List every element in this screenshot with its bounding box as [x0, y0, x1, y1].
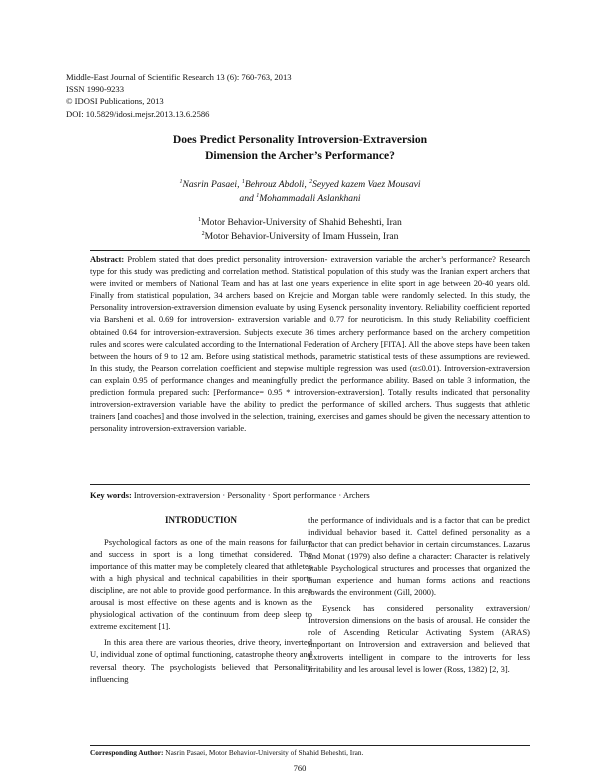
title-line-2: Dimension the Archer’s Performance?: [205, 149, 395, 162]
author-name: Seyyed kazem Vaez Mousavi: [312, 179, 421, 190]
footnote-rule: [90, 745, 530, 746]
journal-citation: Middle-East Journal of Scientific Research 13 (6): 760-763, 2013: [66, 72, 292, 82]
keywords-label: Key words:: [90, 490, 132, 500]
footnote-label: Corresponding Author:: [90, 748, 164, 757]
page-number: 760: [293, 763, 307, 773]
author-conjunction: and: [239, 193, 257, 204]
affiliations: [0, 216, 600, 244]
paragraph: the performance of individuals and is a factor that can be predict individual behavior based it. Cattel defined personality as a factor that can predict behavior in certain circumstances. Lazarus and Monat (1979) also define a character: Character is relatively stable Psychological structures and processes that organized the human experience and human forms actions and reactions towards the environment (Gill, 2000).: [308, 515, 530, 598]
footnote-text: Nasrin Pasaei, Motor Behavior-University of Shahid Beheshti, Iran.: [163, 748, 364, 757]
title-line-1: Does Predict Personality Introversion-Extraversion: [172, 133, 428, 146]
affiliation: Motor Behavior-University of Imam Hussein, Iran: [204, 231, 399, 242]
abstract-text: Problem stated that does predict personality introversion- extraversion variable the archer’s performance? Research type for this study was predicting and correlation method. Statistical population of this study was the Iranian expert archers that were invited or members of National Team and has at last one years experience in elite sport in age between 20-40 years old. Finally from statistical population, 34 archers based on Krejcie and Morgan table were randomly selected. In this study, the Personality introversion-extraversion dimension evaluate by using Eysenck personality inventory. Reliability coefficient reported via Barsheni et al. 0.69 for introversion- extraversion variable and 0.77 for neuroticism. In this study Reliability coefficient obtained 0.64 for introversion-extraversion. Subjects execute 36 times archery performance based on the archery competition rules and scores were calculated according to the International Federation of Archery [FITA]. All the above steps have been taken between the hours of 9 to 12 am. Before using statistical methods, parametric statistical tests of these assumptions are reviewed. In this study, the Pearson correlation coefficient and stepwise multiple regression was used (α≤0.01). Introversion-extraversion can explain 0.95 of performance changes and meaningfully predict the performance ability. Based on table 3 information, the prediction formula prepared such: [Performance= 0.95 * introversion-extraversion]. Totally results indicated that personality introversion-extraversion variable have the ability to predict the performance of skilled archers. Thus suggests that athletic trainers [and coaches] and those involved in the selection, training, exercises and games should be given the necessary attention to personality introversion-extraversion variable.: [90, 254, 530, 434]
abstract: [90, 253, 530, 434]
affiliation: Motor Behavior-University of Shahid Beheshti, Iran: [201, 217, 402, 228]
journal-header: [66, 71, 292, 120]
author-name: Behrouz Abdoli,: [244, 179, 310, 190]
column-right: [308, 514, 530, 675]
author-sup: 1: [179, 178, 183, 185]
author-sup: 1: [256, 192, 260, 199]
author-list: [0, 178, 600, 206]
paragraph: Eysenck has considered personality extraversion/ Introversion dimensions on the basis of arousal. He consider the role of Ascending Reticular Activating System (ARAS) important on Introversion and extraversion and believed that Extroverts intelligent in compare to the introverts for less irritability and les arousal level is lower (Ross, 1382) [2, 3].: [308, 603, 530, 674]
section-heading-introduction: INTRODUCTION: [164, 515, 237, 525]
affiliation-sup: 1: [198, 216, 202, 223]
keywords: [90, 489, 530, 501]
author-sup: 2: [309, 178, 313, 185]
abstract-label: Abstract:: [90, 254, 125, 264]
author-name: Nasrin Pasaei,: [182, 179, 242, 190]
journal-issn: ISSN 1990-9233: [66, 84, 125, 95]
paper-title: [0, 132, 600, 164]
abstract-bottom-rule: [90, 484, 530, 485]
column-left: [90, 514, 312, 685]
paragraph: Psychological factors as one of the main reasons for failure and success in sport is a long timethat considered. The importance of this matter may be completely cleared that athletes with a high physical and technical capabilities in their sports discipline, are not able to provide good performance. In this area arousal is most effective on these agents and is known as the physiological activation of the continuum from deep sleep to extreme excitement [1].: [90, 537, 312, 632]
journal-copyright: © IDOSI Publications, 2013: [66, 96, 164, 107]
author-name: Mohammadali Aslankhani: [259, 193, 361, 204]
paragraph: In this area there are various theories, drive theory, inverted U, individual zone of optimal functioning, catastrophe theory and reversal theory. The psychologists believed that Personality influencing: [90, 637, 312, 684]
journal-doi[interactable]: DOI: 10.5829/idosi.mejsr.2013.13.6.2586: [66, 108, 210, 119]
keywords-text: Introversion-extraversion · Personality · Sport performance · Archers: [131, 490, 370, 500]
affiliation-sup: 2: [201, 230, 205, 237]
corresponding-author-footnote: [90, 748, 530, 758]
abstract-top-rule: [90, 250, 530, 251]
author-sup: 1: [241, 178, 245, 185]
